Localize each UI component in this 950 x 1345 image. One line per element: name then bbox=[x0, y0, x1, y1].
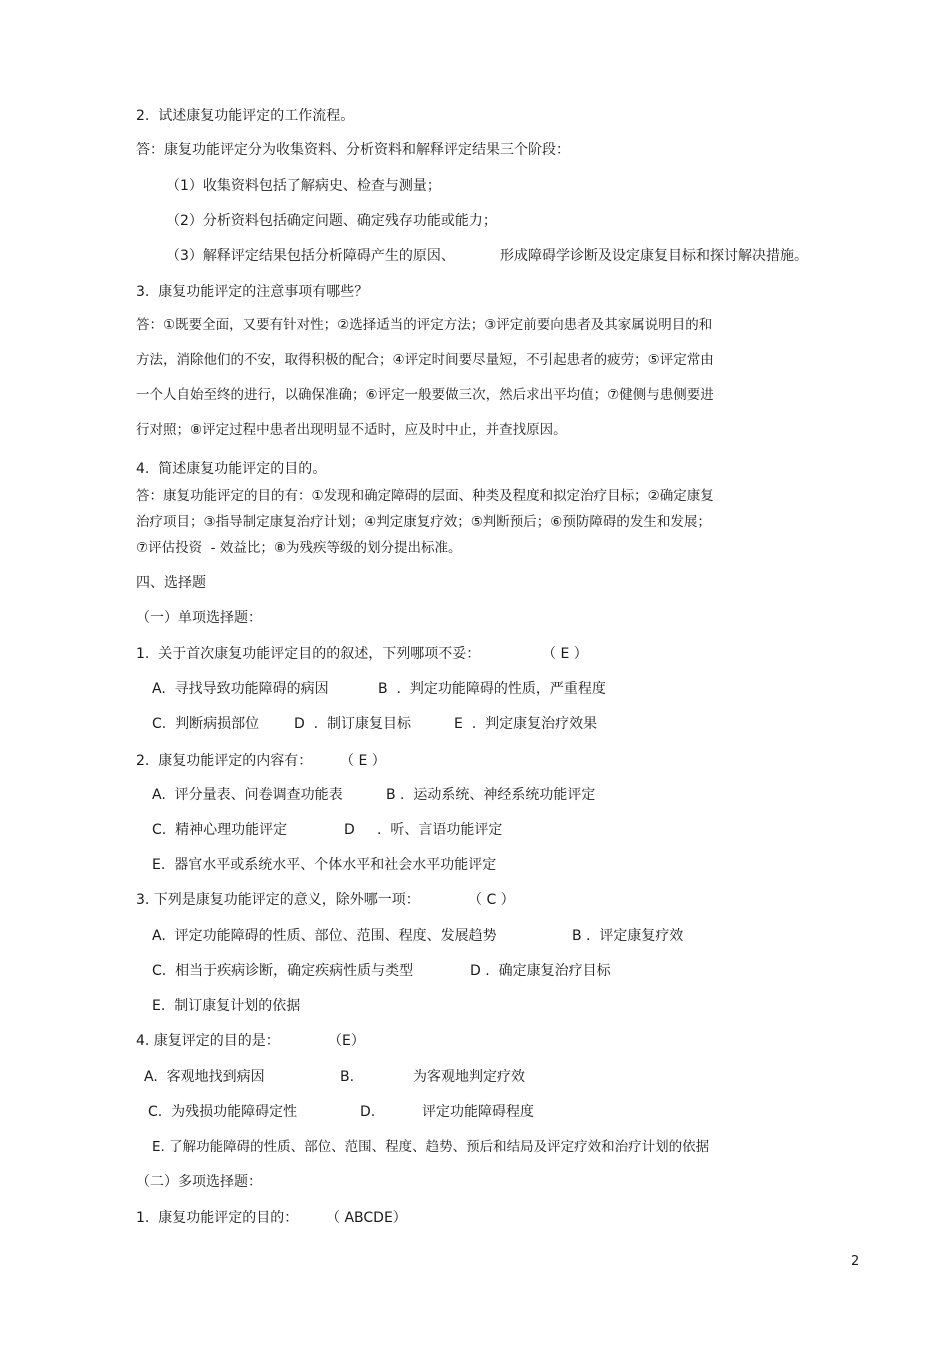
multi-choice-heading: （二）多项选择题： bbox=[136, 1174, 262, 1190]
sq4-option-b-text: 为客观地判定疗效 bbox=[413, 1069, 525, 1085]
sq1-option-e: E . 判定康复治疗效果 bbox=[454, 716, 598, 732]
q2-item-3-cont: 形成障碍学诊断及设定康复目标和探讨解决措施。 bbox=[500, 248, 808, 264]
q3-title: 3. 康复功能评定的注意事项有哪些？ bbox=[136, 284, 369, 300]
sq3-option-d: D . 确定康复治疗目标 bbox=[470, 963, 611, 979]
sq1-stem: 1. 关于首次康复功能评定目的的叙述，下列哪项不妥： bbox=[136, 646, 481, 662]
q4-line-2: 治疗项目；③指导制定康复治疗计划；④判定康复疗效；⑤判断预后；⑥预防障碍的发生和发展； bbox=[136, 514, 711, 530]
q4-title: 4. 简述康复功能评定的目的。 bbox=[136, 461, 327, 477]
sq3-option-e: E. 制订康复计划的依据 bbox=[152, 998, 301, 1014]
sq3-answer: （ C ） bbox=[468, 892, 515, 908]
q3-line-4: 行对照；⑧评定过程中患者出现明显不适时，应及时中止，并查找原因。 bbox=[136, 422, 567, 438]
sq2-option-b: B . 运动系统、神经系统功能评定 bbox=[386, 787, 596, 803]
mq1-answer: （ ABCDE） bbox=[326, 1210, 407, 1226]
sq4-option-d-text: 评定功能障碍程度 bbox=[422, 1104, 534, 1120]
q2-title: 2. 试述康复功能评定的工作流程。 bbox=[136, 108, 355, 124]
sq1-answer: （ E ） bbox=[542, 646, 588, 662]
sq4-answer: （E） bbox=[328, 1033, 365, 1049]
sq2-option-d: D . 听、言语功能评定 bbox=[344, 822, 503, 838]
sq1-option-b: B . 判定功能障碍的性质，严重程度 bbox=[378, 681, 606, 697]
mq1-stem: 1. 康复功能评定的目的： bbox=[136, 1210, 299, 1226]
sq4-stem: 4. 康复评定的目的是： bbox=[136, 1033, 280, 1049]
sq4-option-d-label: D. bbox=[360, 1104, 376, 1120]
sq4-option-c: C. 为残损功能障碍定性 bbox=[148, 1104, 298, 1120]
sq3-option-b: B . 评定康复疗效 bbox=[572, 928, 684, 944]
sq2-option-a: A. 评分量表、问卷调查功能表 bbox=[152, 787, 343, 803]
sq1-option-a: A. 寻找导致功能障碍的病因 bbox=[152, 681, 329, 697]
q4-line-3: ⑦评估投资 - 效益比；⑧为残疾等级的划分提出标准。 bbox=[136, 540, 462, 556]
section-title: 四、选择题 bbox=[136, 575, 206, 591]
sq3-option-a: A. 评定功能障碍的性质、部位、范围、程度、发展趋势 bbox=[152, 928, 497, 944]
sq3-option-c: C. 相当于疾病诊断，确定疾病性质与类型 bbox=[152, 963, 414, 979]
q2-item-1: （1）收集资料包括了解病史、检查与测量； bbox=[166, 178, 441, 194]
q3-line-3: 一个人自始至终的进行，以确保准确；⑥评定一般要做三次，然后求出平均值；⑦健侧与患侧要进 bbox=[136, 387, 714, 403]
sq3-stem: 3. 下列是康复功能评定的意义，除外哪一项： bbox=[136, 892, 420, 908]
sq2-option-e: E. 器官水平或系统水平、个体水平和社会水平功能评定 bbox=[152, 857, 497, 873]
q2-item-3: （3）解释评定结果包括分析障碍产生的原因、 bbox=[166, 248, 455, 264]
q4-line-1: 答：康复功能评定的目的有：①发现和确定障碍的层面、种类及程度和拟定治疗目标；②确定康复 bbox=[136, 488, 714, 504]
sq4-option-a: A. 客观地找到病因 bbox=[144, 1069, 265, 1085]
q3-line-1: 答：①既要全面，又要有针对性；②选择适当的评定方法；③评定前要向患者及其家属说明目的和 bbox=[136, 317, 713, 333]
sq1-option-d: D . 制订康复目标 bbox=[294, 716, 412, 732]
sq2-stem: 2. 康复功能评定的内容有： bbox=[136, 753, 313, 769]
sq4-option-b-label: B. bbox=[340, 1069, 355, 1085]
sq2-answer: （ E ） bbox=[340, 753, 386, 769]
page-number: 2 bbox=[851, 1254, 860, 1269]
sq1-option-c: C. 判断病损部位 bbox=[152, 716, 260, 732]
sq4-option-e: E. 了解功能障碍的性质、部位、范围、程度、趋势、预后和结局及评定疗效和治疗计划的依据 bbox=[152, 1139, 710, 1155]
q2-item-2: （2）分析资料包括确定问题、确定残存功能或能力； bbox=[166, 213, 497, 229]
q2-answer: 答：康复功能评定分为收集资料、分析资料和解释评定结果三个阶段： bbox=[136, 142, 570, 158]
single-choice-heading: （一）单项选择题： bbox=[136, 610, 262, 626]
q3-line-2: 方法，消除他们的不安，取得积极的配合；④评定时间要尽量短，不引起患者的疲劳；⑤评定常由 bbox=[136, 352, 714, 368]
sq2-option-c: C. 精神心理功能评定 bbox=[152, 822, 288, 838]
